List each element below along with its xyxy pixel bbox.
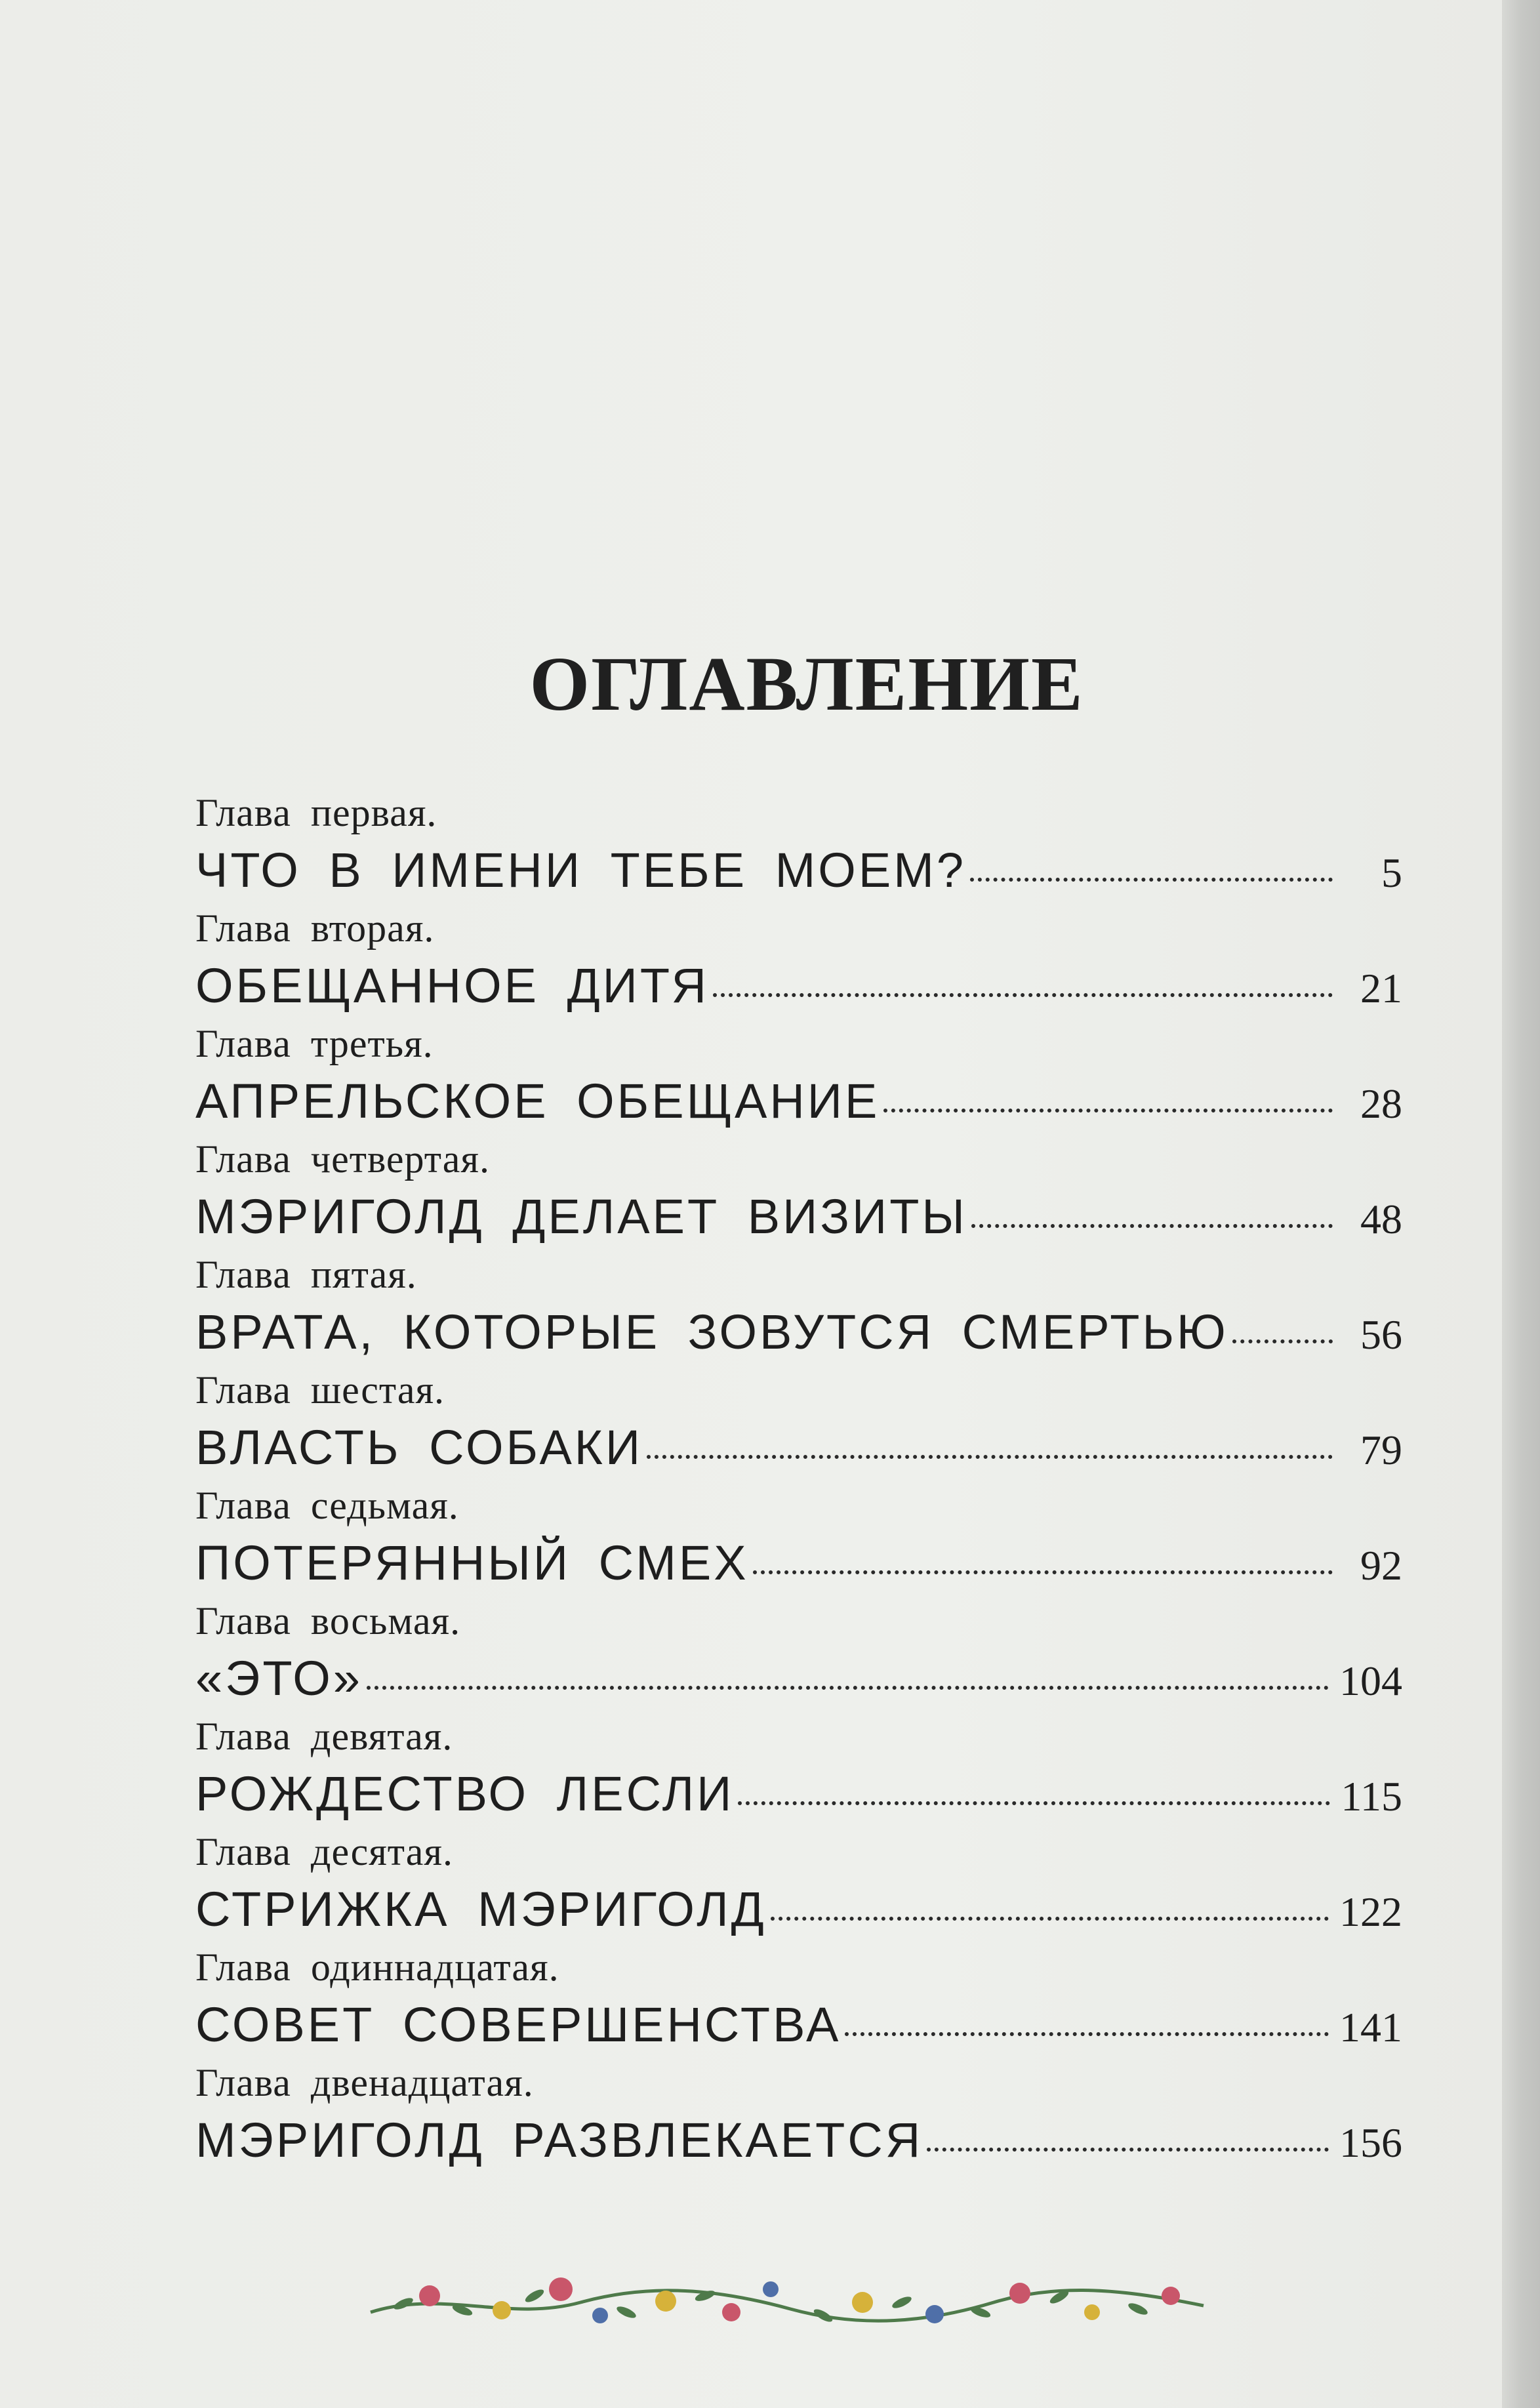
chapter-title: ВРАТА, КОТОРЫЕ ЗОВУТСЯ СМЕРТЬЮ xyxy=(195,1305,1228,1359)
toc-entry xyxy=(195,1246,1402,1361)
toc-entry xyxy=(195,899,1402,1015)
chapter-label: Глава вторая. xyxy=(195,907,435,950)
chapter-title: СТРИЖКА МЭРИГОЛД xyxy=(195,1882,767,1936)
toc-entry xyxy=(195,1592,1402,1707)
toc-entry xyxy=(195,1707,1402,1823)
chapter-row xyxy=(195,842,1402,899)
chapter-title: ПОТЕРЯННЫЙ СМЕХ xyxy=(195,1536,749,1590)
chapter-row xyxy=(195,1534,1402,1592)
chapter-row xyxy=(195,1881,1402,1938)
chapter-row xyxy=(195,1188,1402,1246)
chapter-title: ОБЕЩАННОЕ ДИТЯ xyxy=(195,958,709,1013)
chapter-label: Глава восьмая. xyxy=(195,1599,461,1643)
chapter-row xyxy=(195,2112,1402,2169)
dot-leader xyxy=(753,1570,1333,1574)
dot-leader xyxy=(845,2032,1329,2036)
chapter-label: Глава четвертая. xyxy=(195,1137,490,1181)
page-number: 122 xyxy=(1339,1888,1402,1935)
chapter-row xyxy=(195,1765,1402,1823)
page-title: ОГЛАВЛЕНИЕ xyxy=(529,641,1084,727)
chapter-title: МЭРИГОЛД РАЗВЛЕКАЕТСЯ xyxy=(195,2113,923,2167)
chapter-title: МЭРИГОЛД ДЕЛАЕТ ВИЗИТЫ xyxy=(195,1189,967,1244)
chapter-row xyxy=(195,1996,1402,2054)
chapter-label: Глава пятая. xyxy=(195,1253,417,1296)
dot-leader xyxy=(647,1455,1333,1459)
chapter-label: Глава седьмая. xyxy=(195,1484,459,1527)
page-number: 56 xyxy=(1360,1311,1402,1358)
dot-leader xyxy=(970,878,1333,882)
dot-leader xyxy=(883,1109,1333,1112)
dot-leader xyxy=(1232,1339,1333,1343)
toc-entry xyxy=(195,784,1402,899)
chapter-row xyxy=(195,1419,1402,1477)
page-edge xyxy=(1502,0,1540,2408)
page-number: 104 xyxy=(1339,1658,1402,1704)
chapter-label: Глава одиннадцатая. xyxy=(195,1946,559,1989)
chapter-title: ВЛАСТЬ СОБАКИ xyxy=(195,1420,643,1475)
toc-entry xyxy=(195,1361,1402,1477)
dot-leader xyxy=(713,993,1333,997)
chapter-row xyxy=(195,1650,1402,1707)
chapter-label: Глава девятая. xyxy=(195,1715,453,1758)
dot-leader xyxy=(738,1801,1330,1805)
page-number: 5 xyxy=(1381,849,1402,896)
chapter-row xyxy=(195,957,1402,1015)
page-number: 115 xyxy=(1341,1773,1402,1820)
toc-entry xyxy=(195,1823,1402,1938)
chapter-title: РОЖДЕСТВО ЛЕСЛИ xyxy=(195,1766,735,1821)
dot-leader xyxy=(771,1917,1329,1921)
page-number: 28 xyxy=(1360,1080,1402,1127)
page-number: 79 xyxy=(1360,1427,1402,1473)
page-number: 48 xyxy=(1360,1196,1402,1242)
dot-leader xyxy=(971,1224,1333,1228)
chapter-title: АПРЕЛЬСКОЕ ОБЕЩАНИЕ xyxy=(195,1074,880,1128)
toc-entry xyxy=(195,1015,1402,1130)
chapter-label: Глава десятая. xyxy=(195,1830,453,1873)
table-of-contents xyxy=(195,784,1402,2169)
page-number: 141 xyxy=(1339,2004,1402,2051)
dot-leader xyxy=(367,1686,1329,1690)
chapter-label: Глава первая. xyxy=(195,791,437,834)
chapter-title: «ЭТО» xyxy=(195,1651,363,1705)
chapter-title: СОВЕТ СОВЕРШЕНСТВА xyxy=(195,1997,841,2052)
chapter-row xyxy=(195,1303,1402,1361)
chapter-title: ЧТО В ИМЕНИ ТЕБЕ МОЕМ? xyxy=(195,843,967,897)
floral-garland-icon xyxy=(364,2250,1210,2342)
toc-entry xyxy=(195,1130,1402,1246)
toc-entry xyxy=(195,1477,1402,1592)
page-number: 92 xyxy=(1360,1542,1402,1589)
page-number: 21 xyxy=(1360,965,1402,1011)
chapter-label: Глава третья. xyxy=(195,1022,434,1065)
chapter-label: Глава двенадцатая. xyxy=(195,2061,534,2104)
chapter-label: Глава шестая. xyxy=(195,1368,445,1412)
page-number: 156 xyxy=(1339,2119,1402,2166)
chapter-row xyxy=(195,1072,1402,1130)
toc-entry xyxy=(195,1938,1402,2054)
dot-leader xyxy=(927,2148,1329,2152)
toc-entry xyxy=(195,2054,1402,2169)
